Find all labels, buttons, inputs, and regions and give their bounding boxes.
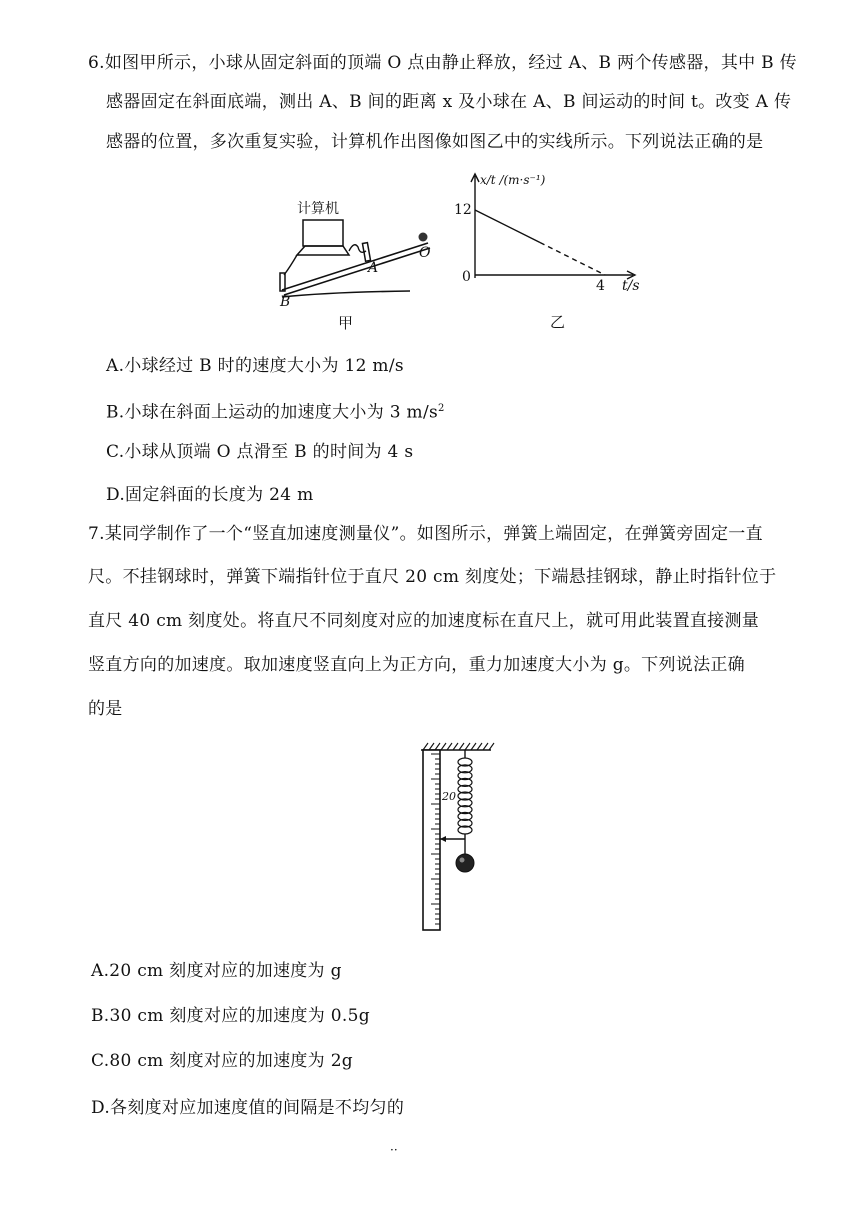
q7-option-a: A.20 cm 刻度对应的加速度为 g (91, 961, 342, 981)
q7-option-c: C.80 cm 刻度对应的加速度为 2g (91, 1051, 353, 1071)
computer-screen (303, 220, 343, 246)
label-a: A (368, 260, 379, 276)
q7-text-line-1: 7.某同学制作了一个“竖直加速度测量仪”。如图所示，弹簧上端固定，在弹簧旁固定一直 (88, 524, 763, 544)
x-axis-title: t/s (622, 278, 640, 294)
hatch-mark (435, 743, 440, 750)
q6-option-a: A.小球经过 B 时的速度大小为 12 m/s (106, 356, 404, 376)
hatch-mark (459, 743, 464, 750)
q6-option-b-sup: 2 (438, 403, 445, 414)
q6-text-line-1: 6.如图甲所示，小球从固定斜面的顶端 O 点由静止释放，经过 A、B 两个传感器，其中 B 传 (88, 53, 797, 73)
ruler-mark-label: 20 (442, 790, 456, 803)
hatch-mark (447, 743, 452, 750)
label-b: B (280, 294, 291, 310)
series-line-solid (475, 210, 540, 243)
ground-line (282, 291, 410, 297)
y-axis-title: x/t /(m·s⁻¹) (480, 173, 546, 187)
q6-text-line-2: 感器固定在斜面底端，测出 A、B 间的距离 x 及小球在 A、B 间运动的时间 t。改变 A 传 (106, 92, 792, 112)
steel-ball (456, 854, 474, 872)
figure-jia (270, 195, 445, 335)
q7-option-d: D.各刻度对应加速度值的间隔是不均匀的 (91, 1098, 405, 1118)
hatch-mark (471, 743, 476, 750)
wire-to-b (284, 255, 297, 275)
q7-text-line-3: 直尺 40 cm 刻度处。将直尺不同刻度对应的加速度标在直尺上，就可用此装置直接测量 (88, 611, 760, 631)
figure-yi (450, 168, 650, 333)
q7-text-line-4: 竖直方向的加速度。取加速度竖直向上为正方向，重力加速度大小为 g。下列说法正确 (88, 655, 745, 675)
pointer-arrow (440, 836, 446, 842)
hatch-mark (483, 743, 488, 750)
computer-keyboard (297, 246, 349, 255)
label-o: O (419, 245, 431, 261)
q6-option-d: D.固定斜面的长度为 24 m (106, 485, 314, 505)
sensor-b (280, 273, 285, 291)
q7-text-line-2: 尺。不挂钢球时，弹簧下端指针位于直尺 20 cm 刻度处；下端悬挂钢球，静止时指针位于 (88, 567, 777, 587)
hatch-mark (465, 743, 470, 750)
hatch-mark (453, 743, 458, 750)
y-tick-12: 12 (454, 202, 472, 218)
series-line-dashed (540, 243, 605, 276)
spring-ruler-diagram (415, 742, 495, 934)
spring (458, 758, 472, 834)
hatch-mark (489, 743, 494, 750)
caption-jia: 甲 (338, 314, 354, 332)
xt-t-chart (450, 168, 650, 308)
computer-label: 计算机 (297, 201, 339, 217)
page-footer-mark: ·· (390, 1143, 398, 1157)
q6-option-b (106, 398, 445, 424)
q7-text-line-5: 的是 (88, 699, 123, 719)
hatch-mark (441, 743, 446, 750)
caption-yi: 乙 (550, 313, 566, 331)
incline-surface (282, 243, 431, 290)
ceiling-hatch (423, 743, 494, 750)
hatch-mark (477, 743, 482, 750)
q6-option-c: C.小球从顶端 O 点滑至 B 的时间为 4 s (106, 442, 414, 462)
q6-text-line-3: 感器的位置，多次重复实验，计算机作出图像如图乙中的实线所示。下列说法正确的是 (106, 132, 764, 152)
q6-option-b-text: B.小球在斜面上运动的加速度大小为 3 m/s (106, 402, 438, 423)
hatch-mark (429, 743, 434, 750)
hatch-mark (423, 743, 428, 750)
x-tick-4: 4 (596, 278, 605, 294)
ball (419, 233, 428, 242)
y-tick-0: 0 (462, 269, 471, 285)
q7-option-b: B.30 cm 刻度对应的加速度为 0.5g (91, 1006, 370, 1026)
ruler (423, 750, 440, 930)
figure-spring-ruler (415, 742, 495, 934)
